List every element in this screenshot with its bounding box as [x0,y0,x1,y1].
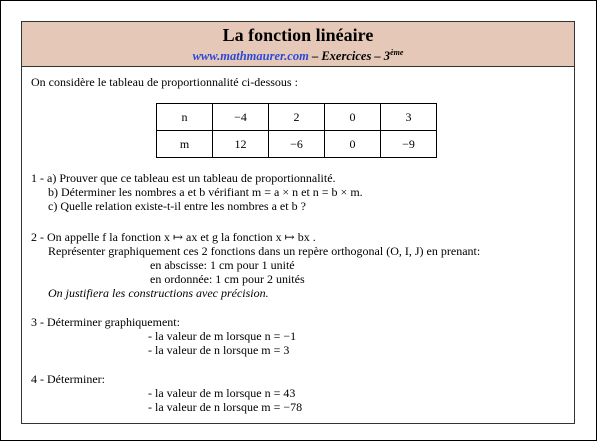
table-cell: −6 [269,131,325,158]
page-subtitle [22,45,574,64]
table-row [157,131,437,158]
table-cell: m [157,131,213,158]
q2-line1: 2 - On appelle f la fonction x ↦ ax et g la fonction x ↦ bx . [31,230,316,244]
q3-title: 3 - Déterminer graphiquement: [31,315,180,329]
table-cell: 0 [325,104,381,131]
proportionality-table [156,103,437,158]
q3-item2: - la valeur de n lorsque m = 3 [148,343,290,357]
table-cell: 12 [213,131,269,158]
table-cell: 3 [381,104,437,131]
subtitle-sup: ème [390,48,404,57]
q4-item1: - la valeur de m lorsque n = 43 [148,386,296,400]
q2-note: On justifiera les constructions avec précision. [48,286,269,300]
table-row [157,104,437,131]
table-cell: 0 [325,131,381,158]
q4-item2: - la valeur de n lorsque m = −78 [148,400,303,414]
intro-text: On considère le tableau de proportionnalité ci-dessous : [31,75,298,89]
q3-item1: - la valeur de m lorsque n = −1 [148,329,297,343]
site-link[interactable]: www.mathmaurer.com [192,49,309,64]
page-title: La fonction linéaire [222,25,374,45]
q2-ordonnee: en ordonnée: 1 cm pour 2 unités [150,272,305,286]
header-box [21,21,575,67]
q1-b: b) Déterminer les nombres a et b vérifiant m = a × n et n = b × m. [48,185,363,199]
q1-a: 1 - a) Prouver que ce tableau est un tableau de proportionnalité. [31,171,336,185]
q1-c: c) Quelle relation existe-t-il entre les nombres a et b ? [48,199,306,213]
q2-abscisse: en abscisse: 1 cm pour 1 unité [150,258,295,272]
exercise-body [21,67,575,424]
subtitle-text: – Exercices – 3 [308,49,391,64]
table-cell: −9 [381,131,437,158]
table-cell: 2 [269,104,325,131]
table-cell: −4 [213,104,269,131]
q2-line2: Représenter graphiquement ces 2 fonctions dans un repère orthogonal (O, I, J) en prenant: [48,244,481,258]
q4-title: 4 - Déterminer: [31,372,105,386]
table-cell: n [157,104,213,131]
